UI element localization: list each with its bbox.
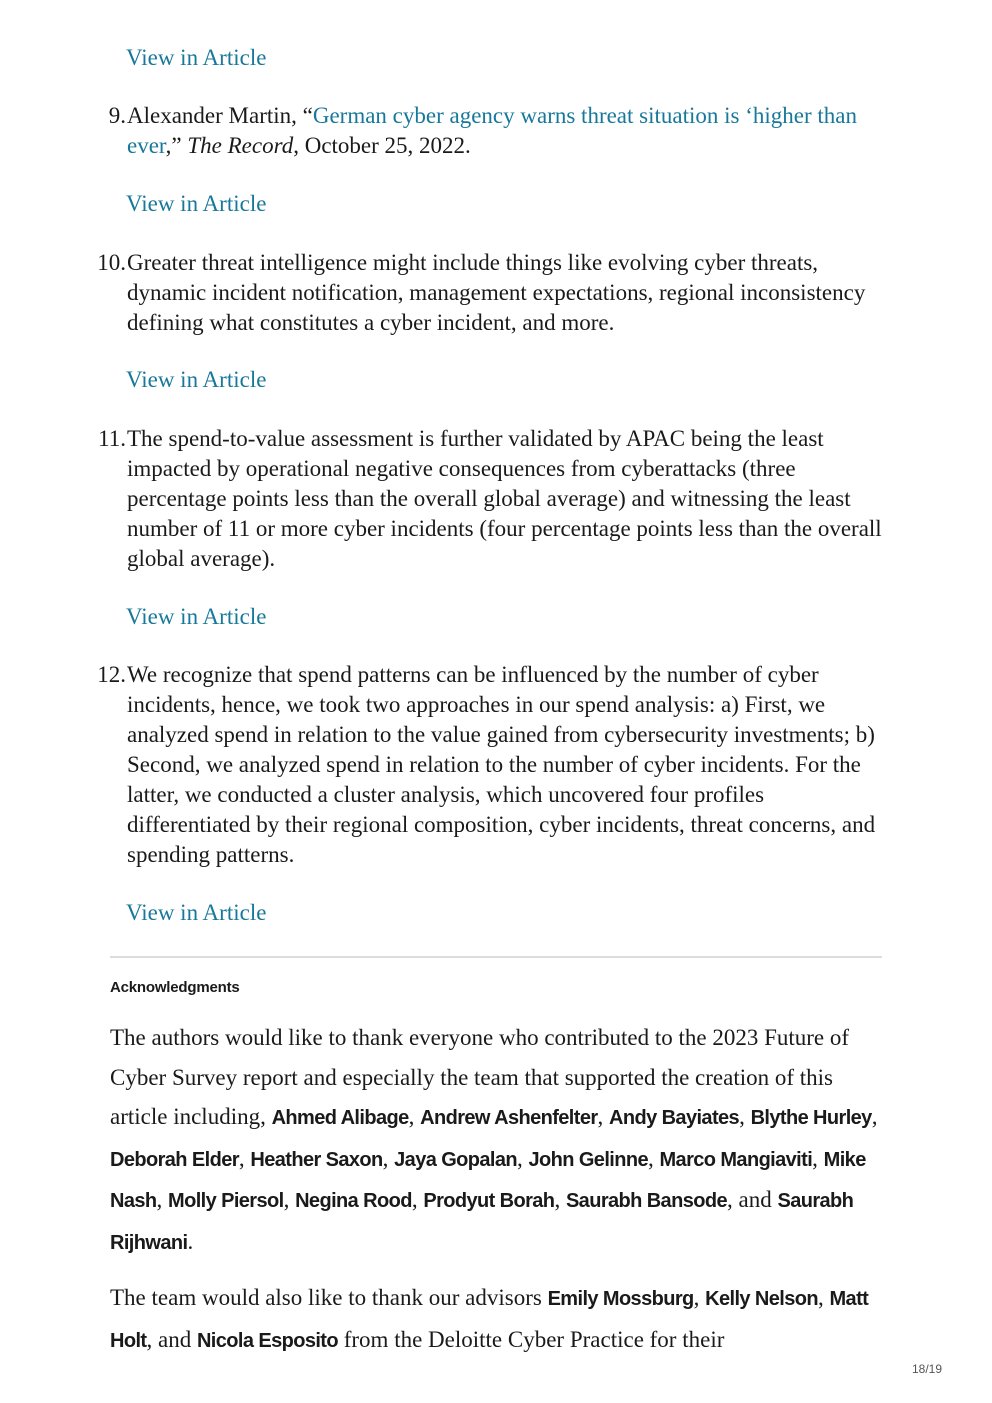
advisor-name: Matt Holt bbox=[110, 1288, 869, 1352]
endnote-number: 11. bbox=[98, 426, 126, 451]
view-in-article-link-8[interactable]: View in Article bbox=[126, 45, 267, 70]
contributor-name: Blythe Hurley bbox=[750, 1107, 872, 1129]
contributor-name: Heather Saxon bbox=[250, 1148, 383, 1171]
endnote-10 bbox=[92, 248, 892, 338]
advisor-name: Nicola Esposito bbox=[196, 1329, 338, 1352]
endnote-source-link[interactable]: German cyber agency warns threat situation is ‘higher than ever bbox=[127, 103, 857, 158]
endnote-text: The spend-to-value assessment is further validated by APAC being the least impacted by operational negative consequences from cyberattacks (three percentage points less than the overall global average) and witnessing the least number of 11 or more cyber incidents (four percentage points less than the overall global average). bbox=[127, 426, 882, 571]
contributor-name: Marco Mangiaviti bbox=[659, 1148, 813, 1171]
page-number: 18/19 bbox=[912, 1362, 943, 1376]
view-in-article-link-12[interactable]: View in Article bbox=[126, 900, 267, 925]
view-in-article-link-11[interactable]: View in Article bbox=[126, 604, 267, 629]
endnote-text: We recognize that spend patterns can be influenced by the number of cyber incidents, hence, we took two approaches in our spend analysis: a) First, we analyzed spend in relation to the value gained from cybersecurity investments; b) Second, we analyzed spend in relation to the number of cyber incidents. For the latter, we conducted a cluster analysis, which uncovered four profiles differentiated by their regional composition, cyber incidents, threat concerns, and spending patterns. bbox=[127, 662, 876, 867]
endnote-number: 10. bbox=[97, 250, 126, 275]
contributor-name: Negina Rood bbox=[295, 1190, 412, 1212]
view-in-article-link-9[interactable]: View in Article bbox=[126, 191, 267, 216]
endnote-number: 12. bbox=[97, 662, 126, 687]
acknowledgments-heading: Acknowledgments bbox=[110, 979, 240, 996]
view-in-article-link-10[interactable]: View in Article bbox=[126, 367, 267, 392]
publication-name: The Record bbox=[187, 133, 294, 158]
contributor-name: Ahmed Alibage bbox=[271, 1107, 409, 1129]
contributor-name: Jaya Gopalan bbox=[394, 1148, 518, 1171]
contributor-name: John Gelinne bbox=[528, 1148, 648, 1171]
acknowledgments-paragraph-2: The team would also like to thank our advisors Emily Mossburg, Kelly Nelson, Matt Holt, and Nicola Esposito from the Deloitte Cyber Practice for their bbox=[110, 1285, 869, 1352]
contributor-name: Andy Bayiates bbox=[609, 1107, 740, 1129]
contributor-name: Andrew Ashenfelter bbox=[420, 1107, 598, 1129]
contributor-name: Prodyut Borah bbox=[423, 1190, 555, 1212]
endnote-11 bbox=[92, 424, 892, 574]
endnote-9 bbox=[92, 101, 892, 161]
contributor-name: Molly Piersol bbox=[168, 1190, 284, 1212]
acknowledgments-paragraph-1: The authors would like to thank everyone who contributed to the 2023 Future of Cyber Survey report and especially the team that supported the creation of this article including, Ahmed Alibage, Andrew Ashenfelter, Andy Bayiates, Blythe Hurley, Deborah Elder, Heather Saxon, Jaya Gopalan, John Gelinne, Marco Mangiaviti, Mike Nash, Molly Piersol, Negina Rood, Prodyut Borah, Saurabh Bansode, and Saurabh Rijhwani. bbox=[110, 1025, 878, 1254]
section-divider bbox=[110, 956, 882, 958]
endnote-text: Alexander Martin, “German cyber agency warns threat situation is ‘higher than ever,” The Record, October 25, 2022. bbox=[127, 103, 857, 158]
contributor-name: Saurabh Rijhwani bbox=[110, 1190, 854, 1254]
endnote-text: Greater threat intelligence might include things like evolving cyber threats, dynamic incident notification, management expectations, regional inconsistency defining what constitutes a cyber incident, and more. bbox=[127, 250, 866, 335]
advisor-name: Kelly Nelson bbox=[705, 1288, 818, 1310]
contributor-name: Deborah Elder bbox=[110, 1148, 239, 1171]
endnote-12 bbox=[92, 660, 892, 870]
contributor-name: Saurabh Bansode bbox=[565, 1190, 727, 1212]
endnote-number: 9. bbox=[108, 103, 126, 128]
contributor-name: Mike Nash bbox=[110, 1148, 866, 1212]
advisor-name: Emily Mossburg bbox=[547, 1288, 694, 1310]
